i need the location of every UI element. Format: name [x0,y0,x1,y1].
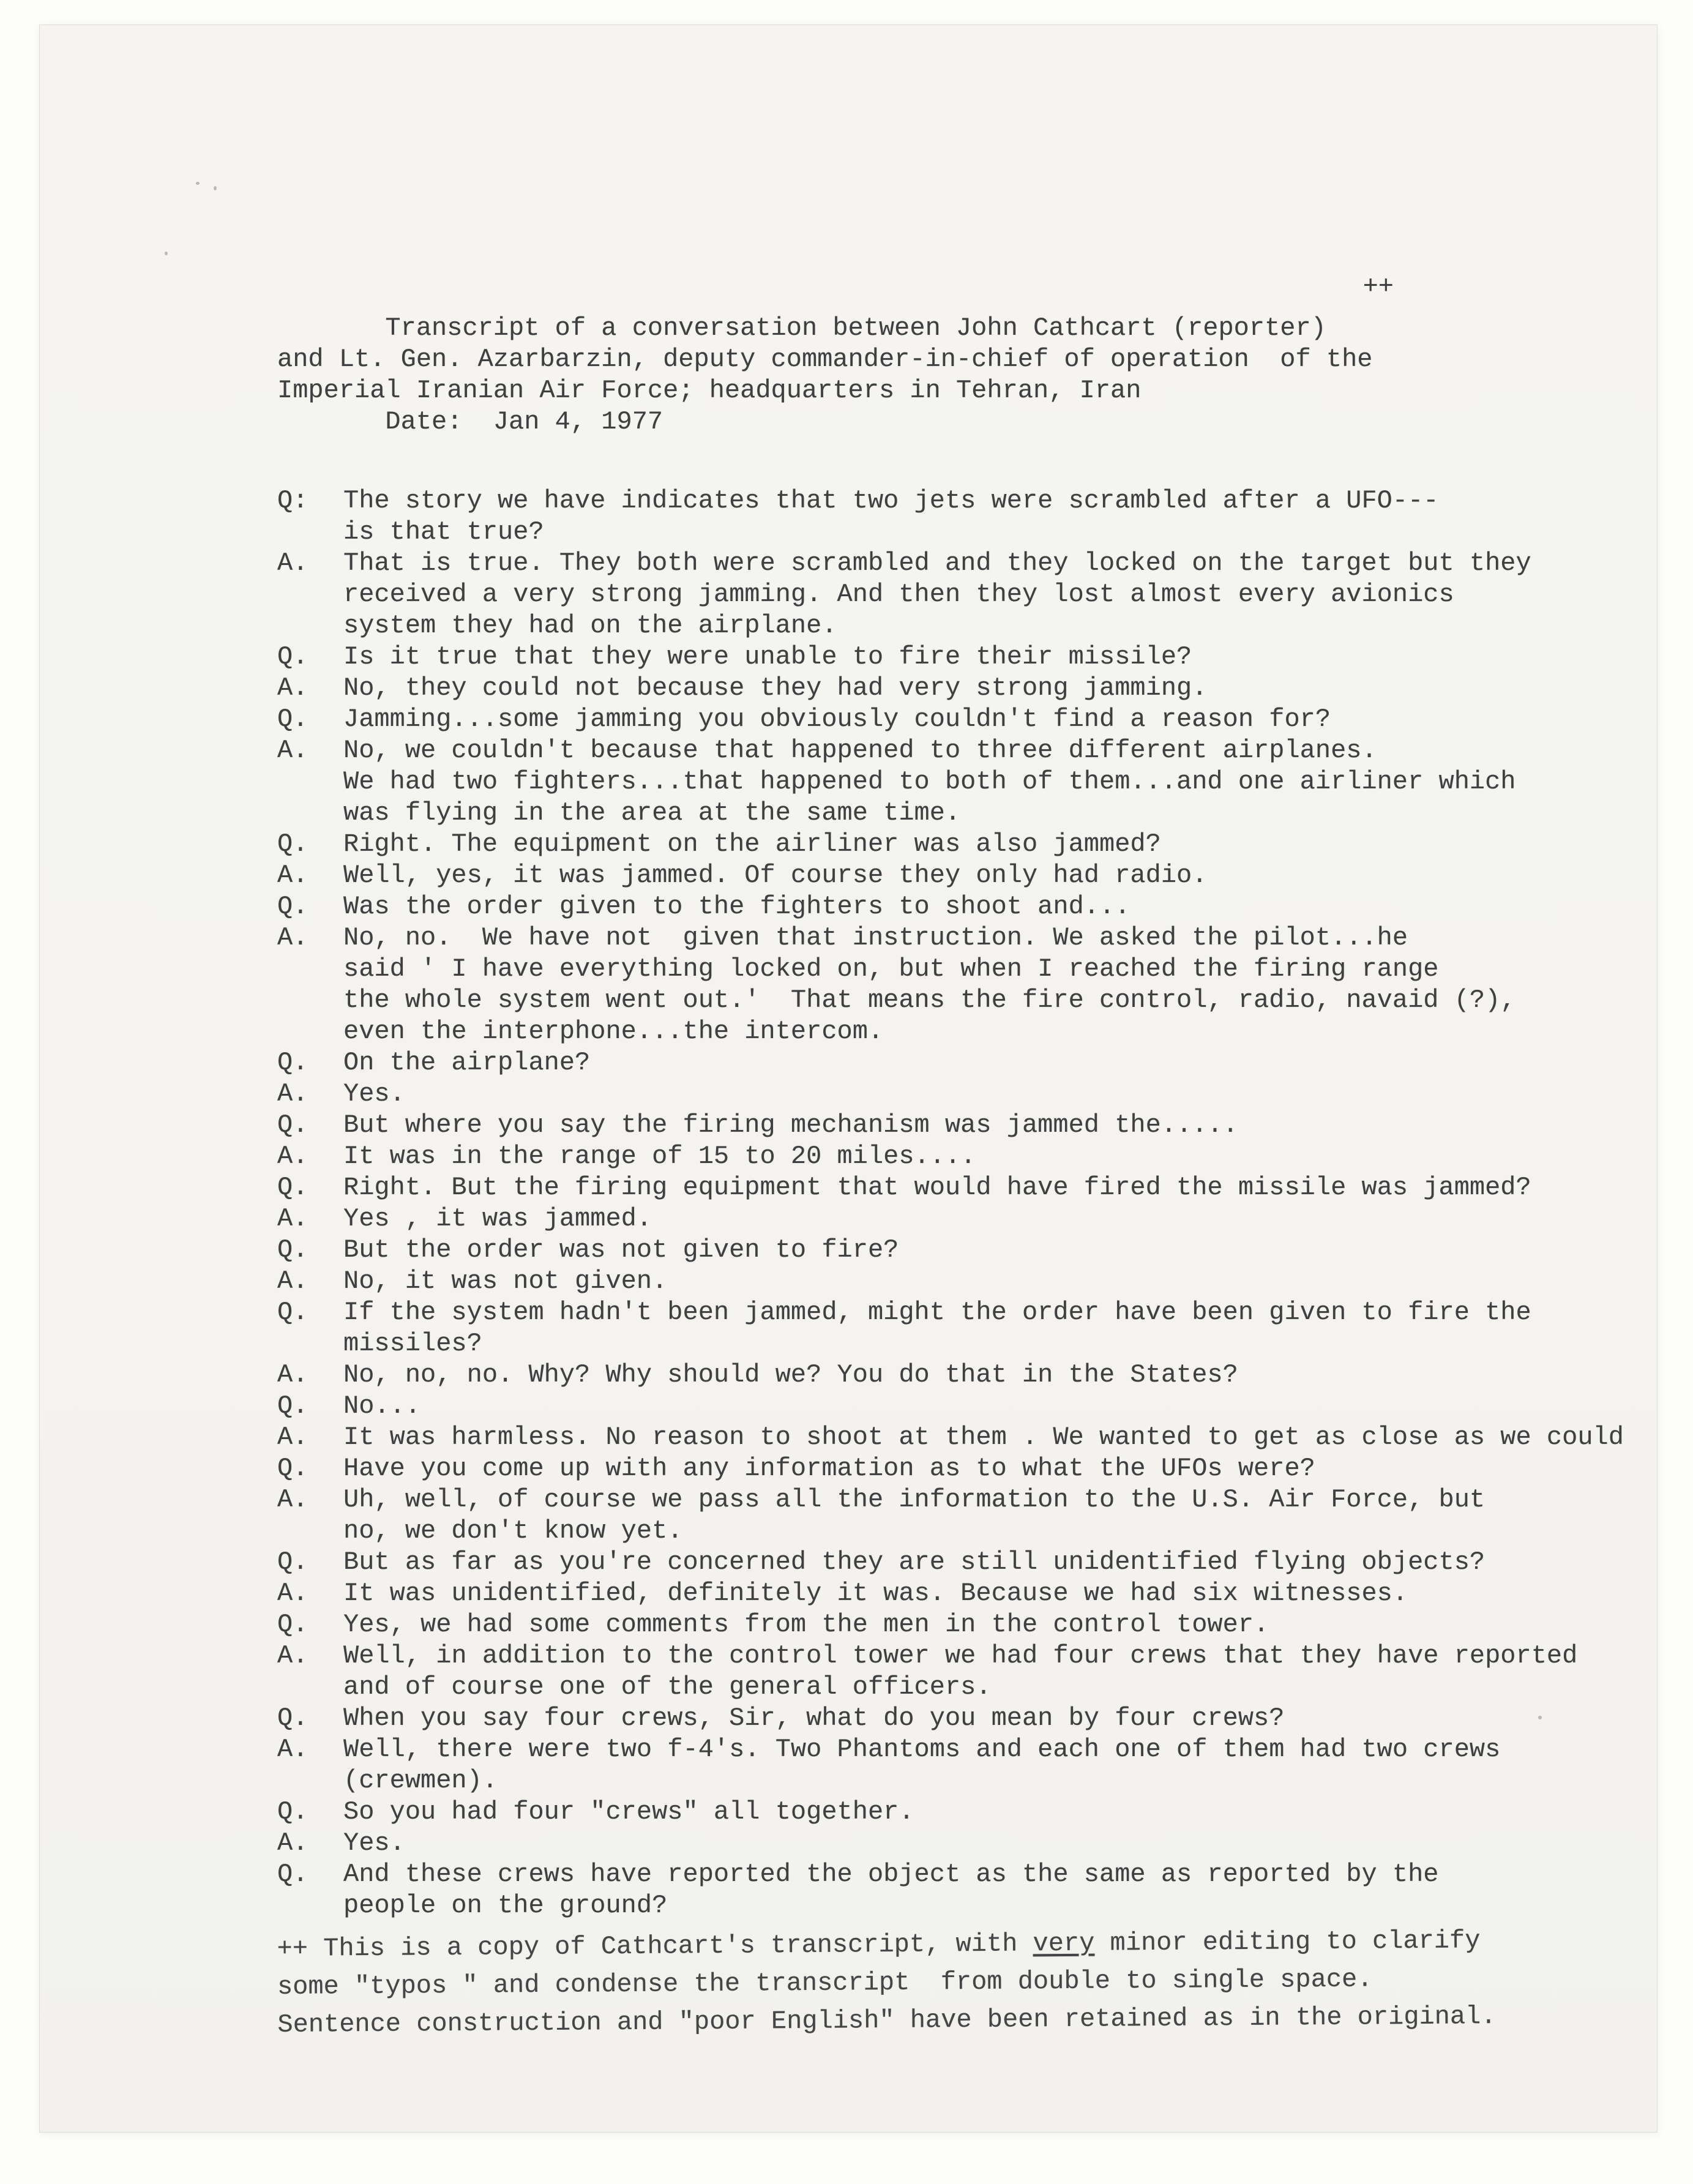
qa-text-line: missiles? [343,1329,482,1358]
qa-text-line: Well, there were two f-4's. Two Phantoms and each one of them had two crews [343,1735,1501,1764]
qa-entry [277,1079,1628,1110]
scan-speck [196,182,200,185]
qa-text [343,860,1628,891]
qa-text-line: Yes, we had some comments from the men in the control tower. [343,1610,1269,1639]
qa-entry [277,860,1628,891]
qa-text-line: It was harmless. No reason to shoot at them . We wanted to get as close as we could [343,1423,1624,1452]
qa-text [343,548,1628,641]
qa-text-line: We had two fighters...that happened to both of them...and one airliner which [343,767,1516,796]
qa-text-line: received a very strong jamming. And then they lost almost every avionics [343,580,1454,609]
speaker-label: A. [277,1641,308,1670]
qa-text [343,829,1628,860]
qa-text-line: even the interphone...the intercom. [343,1017,884,1046]
qa-text [343,735,1628,829]
speaker-label: A. [277,1360,308,1389]
speaker-label: Q. [277,1703,308,1733]
qa-entry [277,673,1628,704]
qa-text [343,1079,1628,1110]
qa-entry [277,1859,1628,1921]
qa-entry [277,891,1628,922]
qa-entry [277,922,1628,1047]
page-content [40,25,1657,2044]
speaker-label: A. [277,548,308,578]
qa-text [343,1609,1628,1640]
speaker-label: Q. [277,829,308,859]
qa-entry [277,1203,1628,1235]
qa-text [343,1110,1628,1141]
underlined-word: very [1033,1928,1095,1959]
speaker-label: Q. [277,1860,308,1889]
qa-text [343,1703,1628,1734]
qa-text-line: But the order was not given to fire? [343,1235,899,1265]
speaker-label: A. [277,1142,308,1171]
document-header [277,313,1628,438]
qa-entry [277,485,1628,548]
qa-text-line: (crewmen). [343,1766,498,1795]
qa-entry [277,1172,1628,1203]
qa-text-line: the whole system went out.' That means the fire control, radio, navaid (?), [343,985,1516,1015]
speaker-label: A. [277,1423,308,1452]
qa-text [343,704,1628,735]
qa-text-line: That is true. They both were scrambled and they locked on the target but they [343,548,1531,578]
speaker-label: A. [277,1079,308,1109]
qa-text-line: No, no. We have not given that instruction. We asked the pilot...he [343,923,1408,952]
qa-text-line: So you had four "crews" all together. [343,1797,914,1827]
qa-entry [277,1640,1628,1703]
qa-text [343,1203,1628,1235]
qa-text-line: And these crews have reported the object as the same as reported by the [343,1860,1439,1889]
speaker-label: A. [277,1485,308,1514]
qa-entry [277,1110,1628,1141]
qa-text-line: Right. But the firing equipment that would have fired the missile was jammed? [343,1173,1531,1202]
header-line: Date: Jan 4, 1977 [277,407,663,436]
speaker-label: Q. [277,1298,308,1327]
qa-text [343,1172,1628,1203]
qa-entry [277,1422,1628,1453]
qa-entry [277,704,1628,735]
qa-text-line: No, no, no. Why? Why should we? You do that in the States? [343,1360,1238,1389]
qa-entry [277,1578,1628,1609]
speaker-label: Q. [277,1610,308,1639]
qa-text [343,1640,1628,1703]
qa-text-line: Is it true that they were unable to fire their missile? [343,642,1192,671]
qa-text-line: Uh, well, of course we pass all the information to the U.S. Air Force, but [343,1485,1486,1514]
qa-entry [277,1235,1628,1266]
qa-text-line: Yes , it was jammed. [343,1204,652,1233]
qa-entry [277,1141,1628,1172]
qa-text [343,891,1628,922]
qa-text [343,1578,1628,1609]
qa-entry [277,735,1628,829]
qa-text [343,1859,1628,1921]
speaker-label: Q. [277,1547,308,1577]
qa-text-line: If the system hadn't been jammed, might the order have been given to fire the [343,1298,1531,1327]
qa-text [343,485,1628,548]
qa-text [343,1422,1628,1453]
footnote-text: Sentence construction and "poor English" have been retained as in the original. [277,2002,1497,2040]
scan-speck [165,252,168,255]
qa-text-line: Yes. [343,1079,405,1109]
qa-text [343,1734,1628,1797]
qa-entry [277,1391,1628,1422]
document-page [39,24,1657,2133]
qa-text-line: Right. The equipment on the airliner was also jammed? [343,829,1161,859]
speaker-label: Q. [277,1391,308,1421]
header-line: Imperial Iranian Air Force; headquarters in Tehran, Iran [277,376,1142,405]
speaker-label: Q. [277,1797,308,1827]
footnote-marker-top: ++ [1362,272,1394,301]
qa-text-line: Was the order given to the fighters to shoot and... [343,892,1131,921]
speaker-label: Q. [277,1048,308,1077]
qa-text-line: Well, yes, it was jammed. Of course they only had radio. [343,861,1208,890]
qa-text-line: Have you come up with any information as to what the UFOs were? [343,1454,1315,1483]
qa-text [343,673,1628,704]
speaker-label: A. [277,1828,308,1858]
speaker-label: Q: [277,486,308,515]
qa-text-line: On the airplane? [343,1048,591,1077]
speaker-label: A. [277,1735,308,1764]
speaker-label: Q. [277,1235,308,1265]
qa-text-line: and of course one of the general officers. [343,1672,992,1702]
qa-text-line: No... [343,1391,421,1421]
qa-text [343,1547,1628,1578]
footnote-text: minor editing to clarify [1094,1926,1481,1958]
qa-text-line: Jamming...some jamming you obviously couldn't find a reason for? [343,705,1331,734]
qa-text [343,1359,1628,1391]
scan-speck [1538,1716,1542,1719]
qa-text [343,1047,1628,1079]
qa-text-line: But where you say the firing mechanism was jammed the..... [343,1110,1238,1140]
speaker-label: A. [277,736,308,765]
qa-text-line: Yes. [343,1828,405,1858]
qa-text [343,1391,1628,1422]
header-line: Transcript of a conversation between John Cathcart (reporter) [277,313,1326,343]
qa-text-line: No, they could not because they had very strong jamming. [343,673,1208,703]
speaker-label: Q. [277,892,308,921]
qa-text [343,1797,1628,1828]
qa-text-line: No, we couldn't because that happened to three different airplanes. [343,736,1377,765]
qa-text-line: was flying in the area at the same time. [343,798,961,828]
qa-entry [277,1484,1628,1547]
qa-text-line: no, we don't know yet. [343,1516,683,1546]
speaker-label: Q. [277,1454,308,1483]
footnote [277,1921,1628,2044]
qa-text [343,1828,1628,1859]
header-line: and Lt. Gen. Azarbarzin, deputy commander-in-chief of operation of the [277,345,1373,374]
speaker-label: Q. [277,1173,308,1202]
scan-speck [214,186,217,190]
speaker-label: A. [277,1204,308,1233]
qa-entry [277,1828,1628,1859]
speaker-label: A. [277,1579,308,1608]
qa-entry [277,829,1628,860]
qa-text [343,922,1628,1047]
speaker-label: A. [277,673,308,703]
qa-entry [277,1547,1628,1578]
qa-text-line: is that true? [343,517,544,547]
qa-text [343,1453,1628,1484]
qa-text-line: The story we have indicates that two jets were scrambled after a UFO--- [343,486,1439,515]
qa-text [343,1141,1628,1172]
speaker-label: Q. [277,1110,308,1140]
qa-entry [277,1297,1628,1359]
qa-entry [277,1359,1628,1391]
qa-text-line: people on the ground? [343,1891,668,1920]
qa-text [343,1484,1628,1547]
qa-entry [277,1797,1628,1828]
speaker-label: Q. [277,705,308,734]
speaker-label: Q. [277,642,308,671]
qa-text-line: system they had on the airplane. [343,611,837,640]
qa-text [343,1266,1628,1297]
qa-entry [277,1453,1628,1484]
qa-text-line: When you say four crews, Sir, what do you mean by four crews? [343,1703,1285,1733]
qa-entry [277,1734,1628,1797]
qa-text-line: No, it was not given. [343,1266,668,1296]
qa-entry [277,641,1628,673]
footnote-text: some "typos " and condense the transcript from double to single space. [277,1964,1373,2002]
qa-text-line: It was unidentified, definitely it was. Because we had six witnesses. [343,1579,1408,1608]
qa-text-line: Well, in addition to the control tower we had four crews that they have reported [343,1641,1578,1670]
qa-text-line: said ' I have everything locked on, but when I reached the firing range [343,954,1439,984]
qa-text-line: But as far as you're concerned they are still unidentified flying objects? [343,1547,1486,1577]
qa-entry [277,1047,1628,1079]
qa-entry [277,548,1628,641]
qa-text [343,1235,1628,1266]
qa-text [343,1297,1628,1359]
qa-entry [277,1266,1628,1297]
transcript-body [277,485,1628,1921]
qa-entry [277,1609,1628,1640]
qa-text [343,641,1628,673]
footnote-text: ++ This is a copy of Cathcart's transcript, with [277,1929,1033,1964]
qa-entry [277,1703,1628,1734]
qa-text-line: It was in the range of 15 to 20 miles.... [343,1142,976,1171]
speaker-label: A. [277,861,308,890]
speaker-label: A. [277,923,308,952]
speaker-label: A. [277,1266,308,1296]
